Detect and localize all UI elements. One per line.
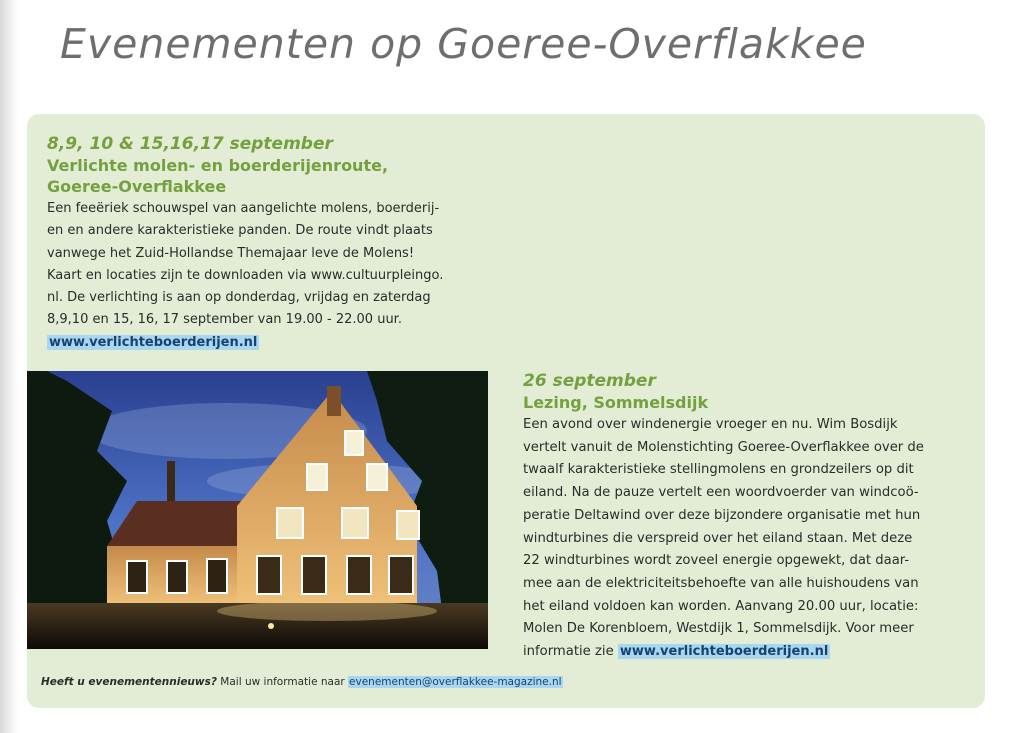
event-1-body-line: 8,9,10 en 15, 16, 17 september van 19.00 - 22.00 uur.	[47, 312, 402, 328]
event-1-heading-line-1: Verlichte molen- en boerderijenroute,	[47, 156, 389, 175]
footer-note	[41, 676, 563, 688]
event-1-body-line: nl. De verlichting is aan op donderdag, vrijdag en zaterdag	[47, 290, 431, 306]
farmhouse-photo	[27, 371, 488, 649]
footer-text: Mail uw informatie naar	[220, 676, 345, 688]
event-1-date: 8,9, 10 & 15,16,17 september	[47, 134, 333, 154]
event-1-website-link[interactable]: www.verlichteboerderijen.nl	[49, 334, 258, 350]
event-1-body-line: Kaart en locaties zijn te downloaden via www.cultuurpleingo.	[47, 267, 444, 283]
farmhouse-illustration	[27, 371, 488, 649]
event-1-body-line: en en andere karakteristieke panden. De route vindt plaats	[47, 223, 433, 239]
event-2-body-line: mee aan de elektriciteitsbehoefte van alle huishoudens van	[523, 575, 919, 591]
event-1-body	[47, 198, 502, 354]
event-2-last-line-prefix: informatie zie	[523, 644, 614, 660]
event-2-heading: Lezing, Sommelsdijk	[523, 393, 709, 412]
footer-question: Heeft u evenementennieuws?	[41, 676, 217, 688]
event-1-body-line: Een feeëriek schouwspel van aangelichte molens, boerderij-	[47, 201, 440, 216]
event-2-body-line: vertelt vanuit de Molenstichting Goeree-Overflakkee over de	[523, 439, 924, 455]
page-title: Evenementen op Goeree-Overflakkee	[60, 20, 867, 68]
footer-email-link[interactable]: evenementen@overflakkee-magazine.nl	[349, 676, 562, 688]
events-panel	[27, 114, 985, 708]
event-2-body-line: eiland. Na de pauze vertelt een woordvoerder van windcoö-	[523, 485, 919, 501]
event-1-body-line: vanwege het Zuid-Hollandse Themajaar leve de Molens!	[47, 245, 415, 261]
event-2	[523, 371, 968, 664]
event-2-body-line: het eiland voldoen kan worden. Aanvang 20.00 uur, locatie:	[523, 598, 919, 614]
event-2-body	[523, 414, 968, 664]
page-edge-shadow	[0, 0, 18, 733]
event-2-website-link[interactable]: www.verlichteboerderijen.nl	[619, 644, 829, 660]
event-1-heading-line-2: Goeree-Overflakkee	[47, 177, 227, 196]
event-1	[47, 134, 502, 354]
event-2-body-line: Molen De Korenbloem, Westdijk 1, Sommelsdijk. Voor meer	[523, 621, 914, 637]
event-2-date: 26 september	[523, 371, 656, 391]
event-2-body-line: windturbines die verspreid over het eiland staan. Met deze	[523, 530, 913, 546]
event-2-body-line: twaalf karakteristieke stellingmolens en grondzeilers op dit	[523, 462, 914, 478]
event-2-body-line: 22 windturbines wordt zoveel energie opgewekt, dat daar-	[523, 553, 910, 569]
event-2-body-line: peratie Deltawind over deze bijzondere organisatie met hun	[523, 507, 921, 523]
event-2-body-line: Een avond over windenergie vroeger en nu. Wim Bosdijk	[523, 417, 898, 432]
